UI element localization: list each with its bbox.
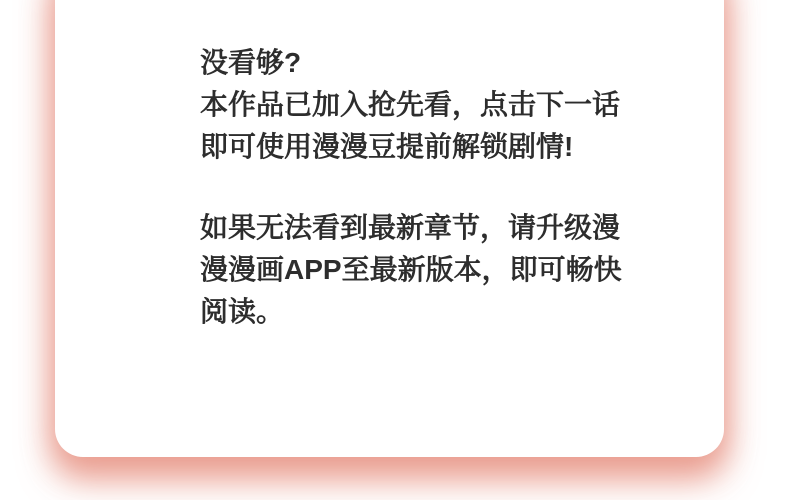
notice-line: 如果无法看到最新章节，请升级漫 — [200, 212, 621, 243]
notice-line: 本作品已加入抢先看，点击下一话 — [200, 89, 621, 120]
notice-line: 没看够? — [200, 47, 302, 78]
notice-paragraph-teaser — [200, 42, 680, 168]
notice-paragraph-upgrade — [200, 207, 680, 333]
notice-card — [55, 0, 724, 457]
notice-line: 即可使用漫漫豆提前解锁剧情! — [200, 131, 574, 162]
notice-line: 阅读。 — [200, 296, 285, 327]
notice-line: 漫漫画APP至最新版本，即可畅快 — [200, 254, 622, 285]
notice-text — [200, 42, 680, 333]
